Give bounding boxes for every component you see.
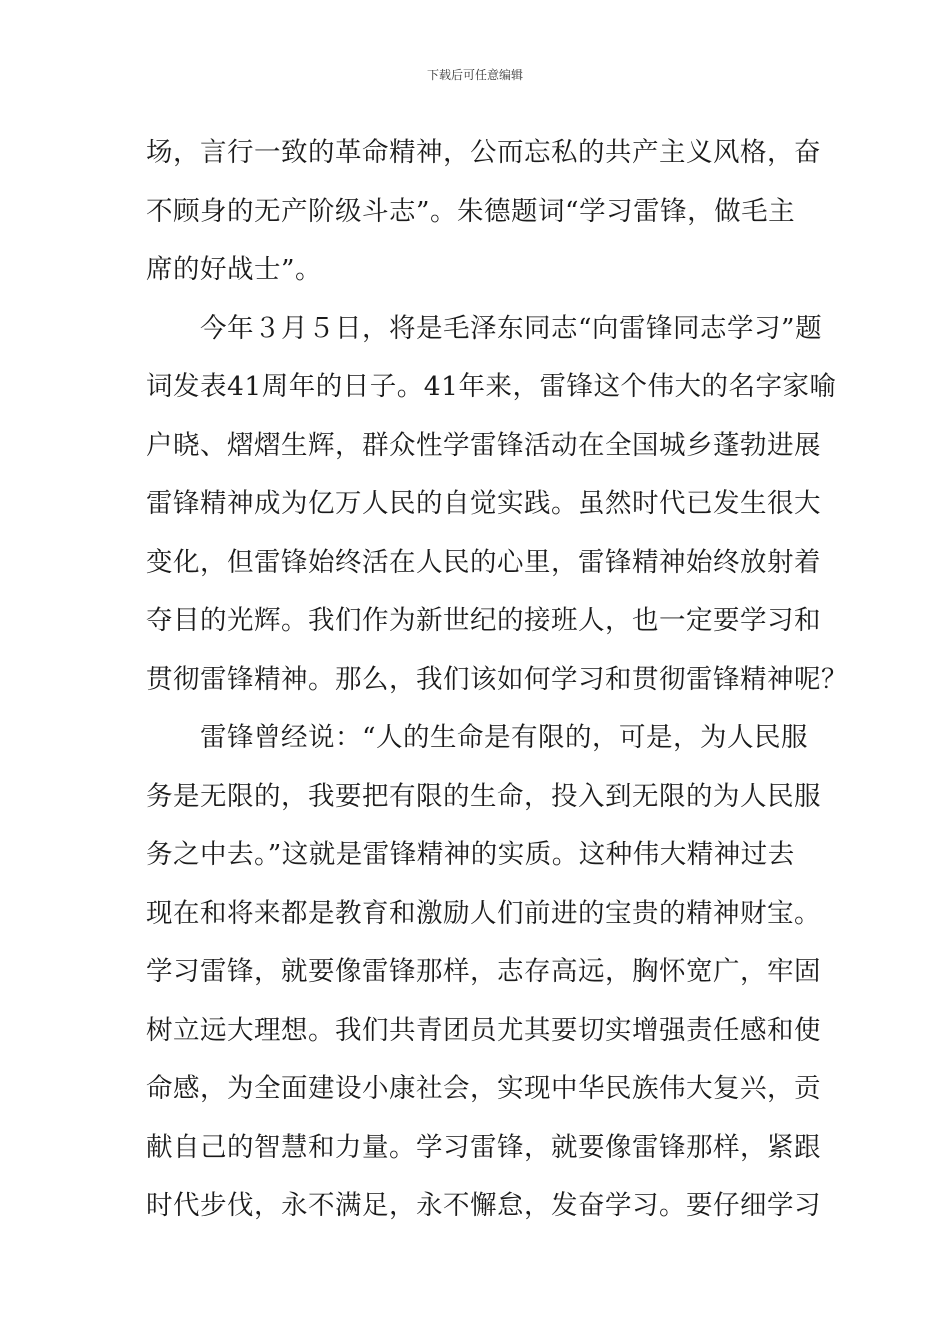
text-line: 词发表41周年的日子。41年来，雷锋这个伟大的名字家喻 bbox=[146, 371, 837, 402]
document-body bbox=[146, 128, 848, 1240]
text-line: 贯彻雷锋精神。那么，我们该如何学习和贯彻雷锋精神呢？ bbox=[146, 663, 848, 695]
text-line: 席的好战士”。 bbox=[146, 254, 323, 285]
text-line: 务之中去。”这就是雷锋精神的实质。这种伟大精神过去 bbox=[146, 839, 795, 870]
text-line: 树立远大理想。我们共青团员尤其要切实增强责任感和使 bbox=[146, 1014, 821, 1046]
text-line: 变化，但雷锋始终活在人民的心里，雷锋精神始终放射着 bbox=[146, 546, 821, 578]
text-line: 场，言行一致的革命精神，公而忘私的共产主义风格，奋 bbox=[146, 137, 821, 168]
text-line: 命感，为全面建设小康社会，实现中华民族伟大复兴，贡 bbox=[146, 1073, 821, 1104]
text-line: 雷锋精神成为亿万人民的自觉实践。虽然时代已发生很大 bbox=[146, 488, 821, 519]
text-line: 户晓、熠熠生辉，群众性学雷锋活动在全国城乡蓬勃进展 bbox=[146, 429, 821, 461]
text-line: 雷锋曾经说：“人的生命是有限的，可是，为人民服 bbox=[146, 722, 809, 753]
text-line: 献自己的智慧和力量。学习雷锋，就要像雷锋那样，紧跟 bbox=[146, 1131, 821, 1163]
text-line: 今年３月５日，将是毛泽东同志“向雷锋同志学习”题 bbox=[146, 312, 823, 344]
text-line: 不顾身的无产阶级斗志”。朱德题词“学习雷锋，做毛主 bbox=[146, 195, 796, 227]
text-line: 夺目的光辉。我们作为新世纪的接班人，也一定要学习和 bbox=[146, 605, 821, 636]
text-line: 现在和将来都是教育和激励人们前进的宝贵的精神财宝。 bbox=[146, 897, 821, 929]
text-line: 学习雷锋，就要像雷锋那样，志存高远，胸怀宽广，牢固 bbox=[146, 956, 821, 987]
text-line: 务是无限的，我要把有限的生命，投入到无限的为人民服 bbox=[146, 780, 821, 812]
text-line: 时代步伐，永不满足，永不懈怠，发奋学习。要仔细学习 bbox=[146, 1190, 821, 1221]
page-header: 下载后可任意编辑 bbox=[426, 68, 523, 82]
